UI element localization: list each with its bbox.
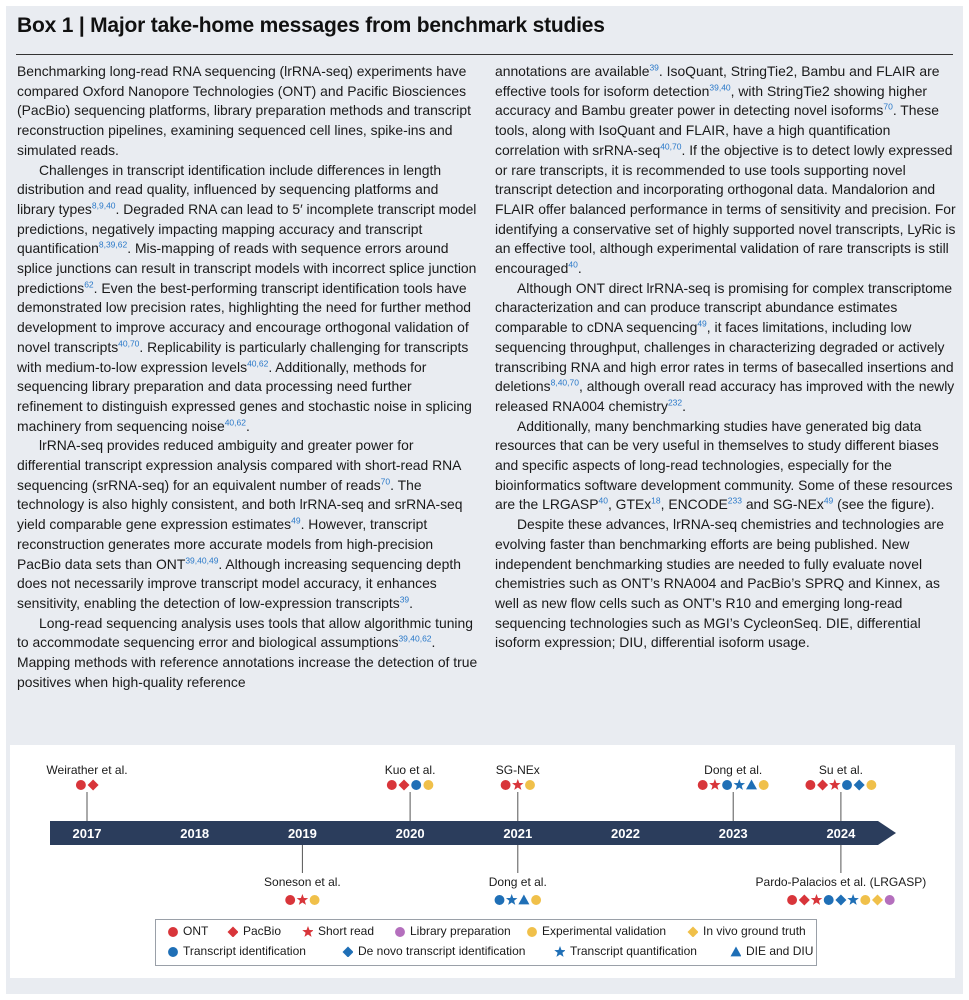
paragraph-text: Long-read sequencing analysis uses tools that allow algorithmic tuning to accommodate sequencing error and biological assumptions	[17, 614, 473, 651]
citation-superscript: 62	[84, 279, 94, 290]
legend-symbol	[686, 925, 698, 937]
citation-superscript: 39,40,49	[185, 554, 219, 565]
experimental-validation-icon	[531, 895, 541, 905]
paragraph-text: .	[245, 417, 250, 434]
citation-superscript: 18	[651, 495, 661, 506]
legend-item	[166, 924, 208, 938]
experimental-validation-icon	[423, 780, 433, 790]
experimental-validation-icon	[525, 780, 535, 790]
legend-item	[393, 924, 511, 938]
transcript-identification-icon	[722, 780, 732, 790]
transcript-quantification-icon	[554, 946, 565, 957]
paragraph-text: . Degraded RNA can lead to 5′ incomplete transcript model predictions, negatively impacting mapping accuracy and transcript quantification	[17, 200, 477, 257]
short-read-icon	[512, 779, 524, 790]
study-label: Dong et al.	[704, 763, 763, 777]
citation-superscript: 40,62	[224, 417, 246, 428]
paragraph-text: Challenges in transcript identification include differences in length distribution and read quality, influenced by sequencing platforms and library types	[17, 161, 442, 217]
de-novo-icon	[854, 780, 865, 791]
legend-item	[341, 944, 525, 958]
de-novo-icon	[343, 947, 354, 958]
legend-label: DIE and DIU	[746, 944, 814, 958]
year-label: 2020	[395, 826, 425, 841]
paragraph	[17, 614, 479, 693]
legend-symbol	[166, 925, 178, 937]
study-label: Weirather et al.	[46, 763, 128, 777]
study-label: SG-NEx	[495, 763, 540, 777]
paragraph-text: . Additionally, methods for sequencing library preparation and data processing need further refinement to distinguish expressed genes and stochastic noise in splicing machinery from sequencing noise	[17, 358, 472, 434]
legend-label: Experimental validation	[542, 924, 667, 938]
year-label: 2024	[826, 826, 856, 841]
left-text-column	[17, 62, 479, 693]
ont-icon	[805, 780, 815, 790]
paragraph-text: . The technology is also highly consistent, and both lrRNA-seq and srRNA-seq yield comparable gene expression estimates	[17, 476, 463, 533]
study-label: Kuo et al.	[384, 763, 436, 777]
legend-label: Library preparation	[410, 924, 511, 938]
legend-label: Short read	[318, 924, 375, 938]
year-label: 2023	[718, 826, 748, 841]
experimental-validation-icon	[866, 780, 876, 790]
paragraph-text: Despite these advances, lrRNA-seq chemistries and technologies are evolving faster than benchmarking efforts are being published. New independent benchmarking studies are needed to fully evaluate novel chemistries such as ONT’s RNA004 and PacBio’s SPRQ and Kinnex, as well as new flow cells such as ONT’s R10 and emerging long-read sequencing technologies such as MGI’s CycleonSeq. DIE, differential isoform expression; DIU, differential isoform usage.	[495, 516, 944, 651]
legend-item	[729, 944, 813, 958]
paragraph-text: . If the objective is to detect lowly expressed or rare transcripts, it is recommended to use tools supporting novel transcript detection and incorporating orthogonal data. Mandalorion and FLAIR offer balanced performance in terms of sensitivity and precision. For identifying a conservative set of highly supported novel transcripts, LyRic is an effective tool, although experimental validation of rare transcripts is still encouraged	[495, 141, 956, 277]
citation-superscript: 8,40,70	[550, 377, 579, 388]
paragraph	[17, 62, 479, 161]
transcript-identification-icon	[824, 895, 834, 905]
paragraph-text: .	[409, 594, 414, 611]
legend-symbol	[729, 945, 741, 957]
experimental-validation-icon	[310, 895, 320, 905]
year-label: 2017	[72, 826, 102, 841]
in-vivo-icon	[688, 927, 699, 938]
paragraph-text: . Mapping methods with reference annotations increase the detection of true positives when high-quality reference	[17, 634, 478, 690]
study-label: Dong et al.	[488, 875, 547, 889]
study-label: Pardo-Palacios et al. (LRGASP)	[755, 875, 927, 889]
paragraph-text: . Although increasing sequencing depth does not necessarily improve transcript model accuracy, it enhances sensitivity, enabling the detection of low-expression transcripts	[17, 555, 461, 611]
transcript-identification-icon	[495, 895, 505, 905]
paragraph-text: . Even the best-performing transcript identification tools have demonstrated low precision rates, highlighting the need for further method development to improve accuracy and encourage orthogonal validation of novel transcripts	[17, 279, 472, 355]
paragraph	[495, 62, 957, 279]
legend-item	[686, 924, 806, 938]
short-read-icon	[811, 894, 823, 905]
legend-symbol	[553, 945, 565, 957]
paragraph	[495, 515, 957, 653]
library-prep-icon	[395, 927, 405, 937]
paragraph-text: , it faces limitations, including low sequencing throughput, challenges in characterizing degraded or actively transcribing RNA and high error rates in terms of basecalled insertions and deletions	[495, 319, 954, 395]
timeline-arrow	[50, 821, 896, 845]
ont-icon	[168, 927, 178, 937]
ont-icon	[501, 780, 511, 790]
paragraph-text: , with StringTie2 showing higher accuracy and Bambu greater power in detecting novel isoforms	[495, 82, 928, 119]
legend-label: Transcript quantification	[570, 944, 697, 958]
pacbio-icon	[399, 780, 410, 791]
pacbio-icon	[228, 927, 239, 938]
legend-symbol	[525, 925, 537, 937]
citation-superscript: 40	[598, 495, 608, 506]
legend-symbol	[226, 925, 238, 937]
citation-superscript: 70	[883, 101, 893, 112]
citation-superscript: 233	[727, 495, 742, 506]
die-diu-icon	[731, 947, 742, 957]
paragraph-text: Benchmarking long-read RNA sequencing (lrRNA-seq) experiments have compared Oxford Nanopore Technologies (ONT) and Pacific Biosciences (PacBio) sequencing platforms, library preparation methods and transcript reconstruction pipelines, examining sequenced cell lines, spike-ins and simulated reads.	[17, 63, 471, 158]
legend-item	[525, 924, 666, 938]
paragraph-text: lrRNA-seq provides reduced ambiguity and greater power for differential transcript expression analysis compared with short-read RNA sequencing (srRNA-seq) for an equivalent number of reads	[17, 437, 461, 493]
transcript-quantification-icon	[734, 779, 746, 790]
paragraph-text: . These tools, along with IsoQuant and FLAIR, have a high quantification correlation with srRNA-seq	[495, 102, 939, 158]
citation-superscript: 40	[568, 259, 578, 270]
die-diu-icon	[746, 780, 757, 790]
legend-label: De novo transcript identification	[358, 944, 526, 958]
citation-superscript: 40,70	[660, 141, 682, 152]
ont-icon	[787, 895, 797, 905]
paragraph-text: . Replicability is particularly challenging for transcripts with medium-to-low expression levels	[17, 338, 469, 375]
pacbio-icon	[799, 895, 810, 906]
de-novo-icon	[835, 895, 846, 906]
citation-superscript: 70	[380, 476, 391, 487]
in-vivo-icon	[872, 895, 883, 906]
paragraph-text: , ENCODE	[660, 496, 728, 513]
citation-superscript: 40,62	[247, 357, 269, 368]
paragraph	[495, 279, 957, 417]
ont-icon	[76, 780, 86, 790]
legend-symbol	[301, 925, 313, 937]
citation-superscript: 49	[697, 318, 707, 329]
pacbio-icon	[88, 780, 99, 791]
year-label: 2022	[611, 826, 640, 841]
die-diu-icon	[518, 895, 529, 905]
legend-item	[553, 944, 697, 958]
citation-superscript: 39,40	[709, 82, 731, 93]
ont-icon	[387, 780, 397, 790]
legend-item	[166, 944, 306, 958]
transcript-identification-icon	[842, 780, 852, 790]
paragraph	[495, 417, 957, 516]
paragraph	[17, 161, 479, 437]
paragraph-text: and SG-NEx	[741, 496, 824, 513]
legend-label: In vivo ground truth	[703, 924, 806, 938]
transcript-quantification-icon	[847, 894, 859, 905]
citation-superscript: 39	[649, 62, 659, 73]
experimental-validation-icon	[527, 927, 537, 937]
study-label: Soneson et al.	[264, 875, 341, 889]
legend-label: ONT	[183, 924, 209, 938]
legend-symbol	[393, 925, 405, 937]
study-label: Su et al.	[818, 763, 863, 777]
legend-item	[226, 924, 281, 938]
legend-label: Transcript identification	[183, 944, 306, 958]
paragraph	[17, 436, 479, 613]
paragraph-text: , although overall read accuracy has improved with the newly released RNA004 chemistry	[495, 378, 955, 414]
paragraph-text: .	[682, 397, 686, 414]
year-label: 2018	[180, 826, 210, 841]
short-read-icon	[302, 926, 313, 937]
paragraph-text: annotations are available	[495, 63, 650, 79]
paragraph-text: . However, transcript reconstruction generates more accurate models from high-precision PacBio data sets than ONT	[17, 516, 434, 572]
paragraph-text: Additionally, many benchmarking studies have generated big data resources that can be very useful in themselves to study different biases and specific aspects of long-read technologies, especially for the bioinformatics software development community. Some of these resources are the LRGASP	[495, 417, 953, 513]
citation-superscript: 49	[291, 515, 301, 526]
citation-superscript: 39,40,62	[398, 633, 432, 644]
transcript-quantification-icon	[506, 894, 518, 905]
citation-superscript: 232	[667, 397, 683, 408]
paragraph-text: Although ONT direct lrRNA-seq is promising for complex transcriptome characterization and can produce transcript abundance estimates comparable to cDNA sequencing	[495, 279, 953, 336]
paragraph-text: (see the figure).	[833, 496, 935, 513]
legend-symbol	[341, 945, 353, 957]
ont-icon	[698, 780, 708, 790]
citation-superscript: 8,39,62	[98, 239, 128, 250]
transcript-identification-icon	[168, 947, 178, 957]
legend-symbol	[166, 945, 178, 957]
box-title: Box 1 | Major take-home messages from benchmark studies	[17, 14, 605, 37]
library-prep-icon	[885, 895, 895, 905]
legend-item	[301, 924, 374, 938]
transcript-identification-icon	[411, 780, 421, 790]
citation-superscript: 40,70	[118, 338, 140, 349]
paragraph-text: . IsoQuant, StringTie2, Bambu and FLAIR are effective tools for isoform detection	[495, 63, 940, 99]
paragraph-text: .	[577, 260, 582, 277]
short-read-icon	[297, 894, 309, 905]
year-label: 2019	[287, 826, 317, 841]
citation-superscript: 49	[823, 495, 834, 506]
year-label: 2021	[503, 826, 533, 841]
short-read-icon	[709, 779, 721, 790]
paragraph-text: . Mis-mapping of reads with sequence errors around splice junctions can result in transcript models with incorrect splice junction predictions	[17, 240, 477, 296]
right-text-column	[495, 62, 957, 653]
paragraph-text: , GTEx	[607, 496, 652, 513]
citation-superscript: 8,9,40	[91, 200, 116, 211]
ont-icon	[285, 895, 295, 905]
timeline-legend	[155, 919, 817, 966]
legend-label: PacBio	[243, 924, 282, 938]
title-rule	[16, 54, 953, 55]
experimental-validation-icon	[759, 780, 769, 790]
short-read-icon	[829, 779, 841, 790]
pacbio-icon	[817, 780, 828, 791]
citation-superscript: 39	[399, 594, 410, 605]
experimental-validation-icon	[860, 895, 870, 905]
